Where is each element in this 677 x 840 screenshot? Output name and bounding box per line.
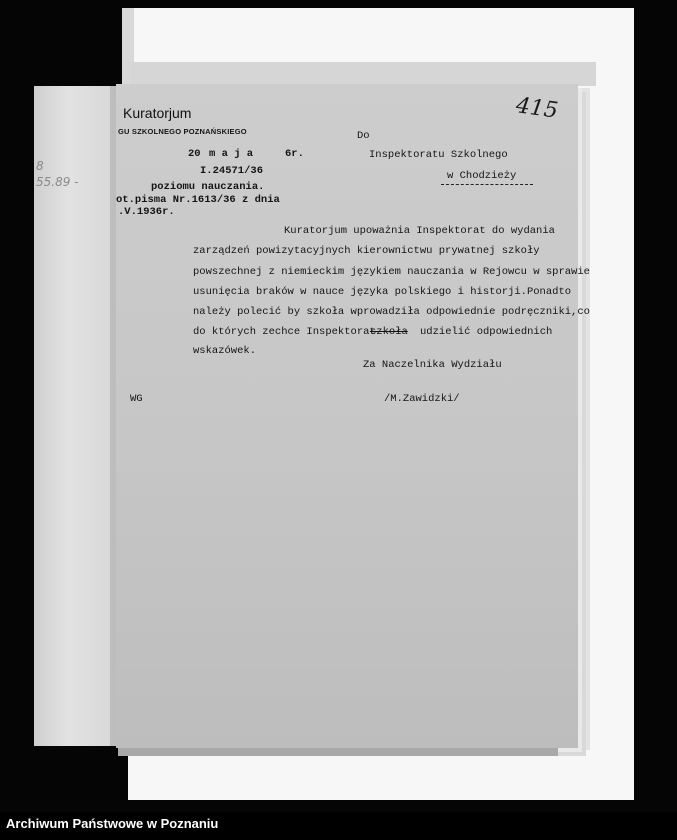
body-line: Kuratorjum upoważnia Inspektorat do wydania	[284, 225, 555, 237]
subject-line: poziomu nauczania.	[151, 181, 265, 193]
recipient-to: Do	[357, 130, 370, 142]
body-line: do których zechce Inspektorat	[193, 326, 376, 338]
paper-bottom-shadow	[118, 748, 558, 756]
body-line: usunięcia braków w nauce języka polskiego i historji.Ponadto	[193, 286, 572, 298]
margin-note: 8	[36, 159, 44, 173]
recipient-city: w Chodzieży	[447, 170, 517, 182]
office-subtitle: GU SZKOLNEGO POZNAŃSKIEGO	[118, 127, 247, 136]
body-line: udzielić odpowiednich	[420, 326, 553, 338]
signature-name: /M.Zawidzki/	[384, 393, 460, 405]
reference-letter-line-1: ot.pisma Nr.1613/36 z dnia	[116, 194, 280, 206]
margin-note: 55.89 -	[36, 175, 79, 189]
body-line: powszechnej z niemieckim językiem nauczania w Rejowcu w sprawie	[193, 266, 590, 278]
recipient-underline	[441, 184, 533, 185]
margin-notes	[36, 158, 116, 190]
date-day: 20	[188, 148, 201, 160]
archive-credit: Archiwum Państwowe w Poznaniu	[6, 816, 219, 831]
typist-initials: WG	[130, 393, 143, 405]
struck-word: szkoła	[370, 326, 408, 338]
folder-top-strip	[130, 62, 596, 86]
reference-number: I.24571/36	[200, 165, 264, 177]
signature-for: Za Naczelnika Wydziału	[363, 359, 502, 371]
body-line: wskazówek.	[193, 345, 257, 357]
date-month: m a j a	[209, 148, 254, 160]
handwritten-number: 415	[514, 93, 560, 124]
reference-letter-line-2: .V.1936r.	[118, 206, 175, 218]
recipient-name: Inspektoratu Szkolnego	[369, 149, 508, 161]
office-name: Kuratorjum	[123, 105, 192, 121]
paper-edge	[578, 88, 590, 750]
body-line: należy polecić by szkoła wprowadziła odpowiednie podręczniki,co	[193, 306, 590, 318]
date-year: 6r.	[285, 148, 304, 160]
body-line: zarządzeń powizytacyjnych kierownictwu prywatnej szkoły	[193, 245, 540, 257]
